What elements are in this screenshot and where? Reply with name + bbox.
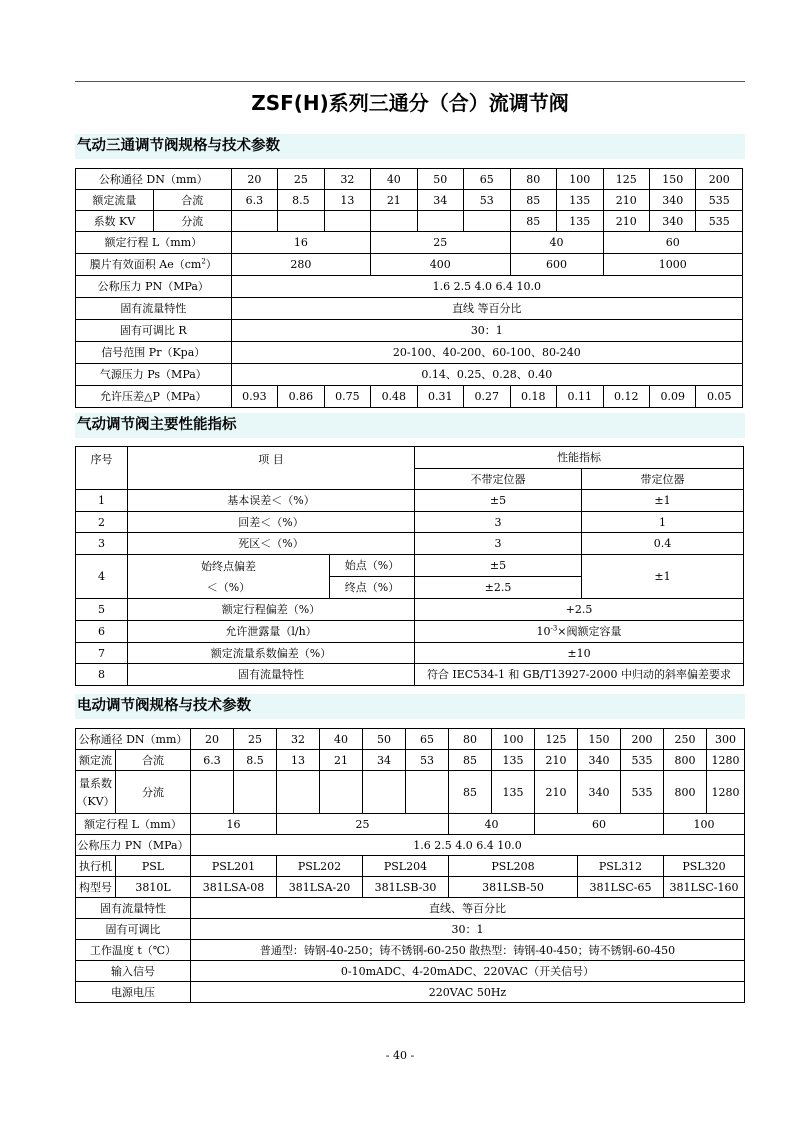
input-label: 输入信号 xyxy=(76,961,191,982)
temp-label: 工作温度 t（℃） xyxy=(76,940,191,961)
section-heading-performance: 气动调节阀主要性能指标 xyxy=(75,413,745,438)
header-item: 项 目 xyxy=(128,447,415,490)
cell: 基本误差＜（%） xyxy=(128,490,415,512)
cell: 回差＜（%） xyxy=(128,512,415,533)
cell: 535 xyxy=(696,211,743,232)
cell: 50 xyxy=(363,729,406,750)
temp-value: 普通型：铸钢-40-250；铸不锈钢-60-250 散热型：铸钢-40-450；铸不锈钢-60-450 xyxy=(191,940,745,961)
cell: 25 xyxy=(278,169,324,190)
table-row xyxy=(76,961,745,982)
cell: 250 xyxy=(664,729,707,750)
pn-label: 公称压力 PN（MPa） xyxy=(76,835,191,856)
table-row xyxy=(76,856,745,877)
cell: 53 xyxy=(464,190,510,211)
cell: 381LSC-65 xyxy=(578,877,664,898)
air-label: 气源压力 Ps（MPa） xyxy=(76,364,232,386)
dp-label: 允许压差△P（MPa） xyxy=(76,386,232,408)
table-row xyxy=(76,276,743,298)
flow-label-1: 额定流 xyxy=(76,750,116,771)
power-value: 220VAC 50Hz xyxy=(191,982,745,1003)
cell xyxy=(234,771,277,814)
ratio-value: 30：1 xyxy=(191,919,745,940)
cell: 2 xyxy=(76,512,128,533)
cell: 8 xyxy=(76,664,128,686)
area-sup: 2 xyxy=(201,257,206,266)
flow-label-line3: （KV） xyxy=(76,794,115,808)
table-row xyxy=(76,190,743,211)
cell: 0.93 xyxy=(231,386,277,408)
cell: 65 xyxy=(464,169,510,190)
cell: PSL312 xyxy=(578,856,664,877)
cell: 20 xyxy=(231,169,277,190)
cell: 135 xyxy=(492,750,535,771)
pneumatic-3way-spec-table xyxy=(75,168,743,408)
cell: 3 xyxy=(415,512,582,533)
table-row xyxy=(76,512,744,533)
table-row xyxy=(76,490,744,512)
cell: 3810L xyxy=(116,877,191,898)
cell: +2.5 xyxy=(415,599,744,621)
cell: 13 xyxy=(277,750,320,771)
cell: PSL201 xyxy=(191,856,277,877)
cell: 535 xyxy=(696,190,743,211)
cell: 40 xyxy=(371,169,417,190)
cell: 4 xyxy=(76,555,128,599)
cell: 85 xyxy=(510,211,556,232)
cell: 340 xyxy=(578,750,621,771)
cell: 1280 xyxy=(707,771,745,814)
merge-label: 合流 xyxy=(116,750,191,771)
table-row xyxy=(76,621,744,643)
cell: 0.27 xyxy=(464,386,510,408)
cell: 300 xyxy=(707,729,745,750)
cell: 80 xyxy=(449,729,492,750)
cell: 34 xyxy=(363,750,406,771)
cell: 6 xyxy=(76,621,128,643)
signal-label: 信号范围 Pr（Kpa） xyxy=(76,342,232,364)
char-label: 固有流量特性 xyxy=(76,298,232,320)
table-row xyxy=(76,211,743,232)
cell: 1 xyxy=(582,512,744,533)
cell: 0.75 xyxy=(324,386,370,408)
cell: 13 xyxy=(324,190,370,211)
cell: 100 xyxy=(557,169,603,190)
table-row xyxy=(76,533,744,555)
table-row xyxy=(76,232,743,254)
electric-spec-table xyxy=(75,728,745,1003)
cell: 25 xyxy=(234,729,277,750)
cell: 21 xyxy=(371,190,417,211)
cell: 16 xyxy=(191,814,277,835)
cell: 25 xyxy=(371,232,510,254)
cell: ±2.5 xyxy=(415,577,582,599)
header-rule xyxy=(75,81,745,82)
cell xyxy=(231,211,277,232)
header-performance: 性能指标 xyxy=(415,447,744,469)
cell: 34 xyxy=(417,190,463,211)
cell: 135 xyxy=(492,771,535,814)
cell: 100 xyxy=(664,814,745,835)
cell: 210 xyxy=(535,750,578,771)
cell: 210 xyxy=(535,771,578,814)
signal-value: 20-100、40-200、60-100、80-240 xyxy=(231,342,742,364)
cell: 40 xyxy=(449,814,535,835)
pn-value: 1.6 2.5 4.0 6.4 10.0 xyxy=(231,276,742,298)
cell: 800 xyxy=(664,750,707,771)
cell: 85 xyxy=(449,771,492,814)
area-label-close: ） xyxy=(205,258,217,271)
cell: 7 xyxy=(76,643,128,664)
ratio-label: 固有可调比 xyxy=(76,919,191,940)
ratio-value: 30：1 xyxy=(231,320,742,342)
cell: 381LSB-30 xyxy=(363,877,449,898)
cell: 额定流量系数偏差（%） xyxy=(128,643,415,664)
cell: 400 xyxy=(371,254,510,276)
cell: 80 xyxy=(510,169,556,190)
cell xyxy=(371,211,417,232)
header-without-positioner: 不带定位器 xyxy=(415,469,582,490)
pn-value: 1.6 2.5 4.0 6.4 10.0 xyxy=(191,835,745,856)
cell: 0.18 xyxy=(510,386,556,408)
cell: 32 xyxy=(277,729,320,750)
cell: 1 xyxy=(76,490,128,512)
cell: 800 xyxy=(664,771,707,814)
cell xyxy=(417,211,463,232)
cell: 16 xyxy=(231,232,370,254)
area-label xyxy=(76,254,232,276)
cell: 135 xyxy=(557,211,603,232)
performance-table xyxy=(75,446,744,686)
cell: ±1 xyxy=(582,555,744,599)
cell: 额定行程偏差（%） xyxy=(128,599,415,621)
cell: 0.11 xyxy=(557,386,603,408)
cell xyxy=(320,771,363,814)
ratio-label: 固有可调比 R xyxy=(76,320,232,342)
cell: ±5 xyxy=(415,490,582,512)
cell: 3 xyxy=(76,533,128,555)
cell: 0.09 xyxy=(649,386,695,408)
cell: 0.48 xyxy=(371,386,417,408)
table-row xyxy=(76,364,743,386)
leakage-value xyxy=(415,621,744,643)
flow-label-2: 系数 KV xyxy=(76,211,154,232)
cell: 100 xyxy=(492,729,535,750)
flow-label: 额定流量 xyxy=(76,190,154,211)
cell: 0.31 xyxy=(417,386,463,408)
cell: ±5 xyxy=(415,555,582,577)
page-title: ZSF(H)系列三通分（合）流调节阀 xyxy=(251,91,569,115)
leakage-tail: ×阀额定容量 xyxy=(557,625,622,638)
section-heading-electric: 电动调节阀规格与技术参数 xyxy=(75,694,745,719)
section-heading-pneumatic-3way: 气动三通调节阀规格与技术参数 xyxy=(75,134,745,159)
stroke-label: 额定行程 L（mm） xyxy=(76,232,232,254)
table-row xyxy=(76,447,744,469)
cell: 125 xyxy=(603,169,649,190)
cell: 200 xyxy=(696,169,743,190)
cell: 死区＜（%） xyxy=(128,533,415,555)
cell: 535 xyxy=(621,771,664,814)
flow-label-2 xyxy=(76,771,116,814)
table-row xyxy=(76,940,745,961)
cell: 150 xyxy=(578,729,621,750)
cell: 200 xyxy=(621,729,664,750)
cell: 40 xyxy=(510,232,603,254)
cell xyxy=(464,211,510,232)
input-value: 0-10mADC、4-20mADC、220VAC（开关信号） xyxy=(191,961,745,982)
cell: 535 xyxy=(621,750,664,771)
cell: ±10 xyxy=(415,643,744,664)
cell: 1000 xyxy=(603,254,743,276)
cell: 340 xyxy=(649,211,695,232)
table-row xyxy=(76,555,744,577)
cell: 53 xyxy=(406,750,449,771)
table-row xyxy=(76,254,743,276)
cell xyxy=(406,771,449,814)
char-value: 直线 等百分比 xyxy=(231,298,742,320)
cell xyxy=(191,771,234,814)
cell: ±1 xyxy=(582,490,744,512)
cell: 40 xyxy=(320,729,363,750)
cell: 381LSA-20 xyxy=(277,877,363,898)
cell: 340 xyxy=(578,771,621,814)
cell: PSL320 xyxy=(664,856,745,877)
cell: 85 xyxy=(510,190,556,211)
flow-label-line2: 量系数 xyxy=(79,776,112,790)
table-row xyxy=(76,386,743,408)
cell xyxy=(277,771,320,814)
cell xyxy=(278,211,324,232)
page-number: - 40 - xyxy=(385,1049,415,1062)
power-label: 电源电压 xyxy=(76,982,191,1003)
cell: 381LSB-50 xyxy=(449,877,578,898)
cell: 60 xyxy=(535,814,664,835)
char-label: 固有流量特性 xyxy=(76,898,191,919)
cell: 3 xyxy=(415,533,582,555)
row4-item-line2: ＜（%） xyxy=(206,580,251,594)
cell: 60 xyxy=(603,232,743,254)
cell: 0.05 xyxy=(696,386,743,408)
cell: 150 xyxy=(649,169,695,190)
header-with-positioner: 带定位器 xyxy=(582,469,744,490)
cell: 20 xyxy=(191,729,234,750)
start-label: 始点（%） xyxy=(330,555,415,577)
cell: 0.12 xyxy=(603,386,649,408)
table-row xyxy=(76,342,743,364)
cell: 5 xyxy=(76,599,128,621)
table-row xyxy=(76,898,745,919)
cell: 固有流量特性 xyxy=(128,664,415,686)
cell: 280 xyxy=(231,254,370,276)
actuator-label-1: 执行机 xyxy=(76,856,116,877)
cell: 允许泄露量（l/h） xyxy=(128,621,415,643)
cell: 125 xyxy=(535,729,578,750)
merge-label: 合流 xyxy=(153,190,231,211)
table-row xyxy=(76,919,745,940)
cell xyxy=(324,211,370,232)
cell: 85 xyxy=(449,750,492,771)
cell: PSL202 xyxy=(277,856,363,877)
leakage-exponent: -3 xyxy=(550,624,558,633)
cell: 8.5 xyxy=(234,750,277,771)
cell: 1280 xyxy=(707,750,745,771)
pn-label: 公称压力 PN（MPa） xyxy=(76,276,232,298)
table-row xyxy=(76,877,745,898)
cell: PSL xyxy=(116,856,191,877)
table-row xyxy=(76,298,743,320)
split-label: 分流 xyxy=(116,771,191,814)
split-label: 分流 xyxy=(153,211,231,232)
table-row xyxy=(76,982,745,1003)
table-row xyxy=(76,664,744,686)
cell: PSL204 xyxy=(363,856,449,877)
cell: 0.86 xyxy=(278,386,324,408)
cell: 25 xyxy=(277,814,449,835)
cell: 6.3 xyxy=(231,190,277,211)
air-value: 0.14、0.25、0.28、0.40 xyxy=(231,364,742,386)
cell: 210 xyxy=(603,211,649,232)
table-row xyxy=(76,169,743,190)
row4-item xyxy=(128,555,330,599)
area-label-text: 膜片有效面积 Ae（cm xyxy=(89,258,202,271)
cell: 符合 IEC534-1 和 GB/T13927-2000 中归动的斜率偏差要求 xyxy=(415,664,744,686)
cell: 21 xyxy=(320,750,363,771)
table-row xyxy=(76,643,744,664)
table-row xyxy=(76,729,745,750)
cell: 381LSA-08 xyxy=(191,877,277,898)
cell: PSL208 xyxy=(449,856,578,877)
table-row xyxy=(76,835,745,856)
end-label: 终点（%） xyxy=(330,577,415,599)
table-row xyxy=(76,750,745,771)
cell: 600 xyxy=(510,254,603,276)
table-row xyxy=(76,320,743,342)
cell: 0.4 xyxy=(582,533,744,555)
cell: 6.3 xyxy=(191,750,234,771)
table-row xyxy=(76,771,745,814)
cell: 50 xyxy=(417,169,463,190)
cell: 340 xyxy=(649,190,695,211)
actuator-label-2: 构型号 xyxy=(76,877,116,898)
stroke-label: 额定行程 L（mm） xyxy=(76,814,191,835)
table-row xyxy=(76,599,744,621)
cell: 210 xyxy=(603,190,649,211)
cell: 32 xyxy=(324,169,370,190)
leakage-base: 10 xyxy=(536,625,551,638)
cell: 135 xyxy=(557,190,603,211)
dn-label: 公称通径 DN（mm） xyxy=(76,169,232,190)
cell: 8.5 xyxy=(278,190,324,211)
cell: 65 xyxy=(406,729,449,750)
cell xyxy=(363,771,406,814)
row4-item-line1: 始终点偏差 xyxy=(201,559,256,573)
table-row xyxy=(76,814,745,835)
dn-label: 公称通径 DN（mm） xyxy=(76,729,191,750)
char-value: 直线、等百分比 xyxy=(191,898,745,919)
cell: 381LSC-160 xyxy=(664,877,745,898)
header-no: 序号 xyxy=(76,447,128,490)
